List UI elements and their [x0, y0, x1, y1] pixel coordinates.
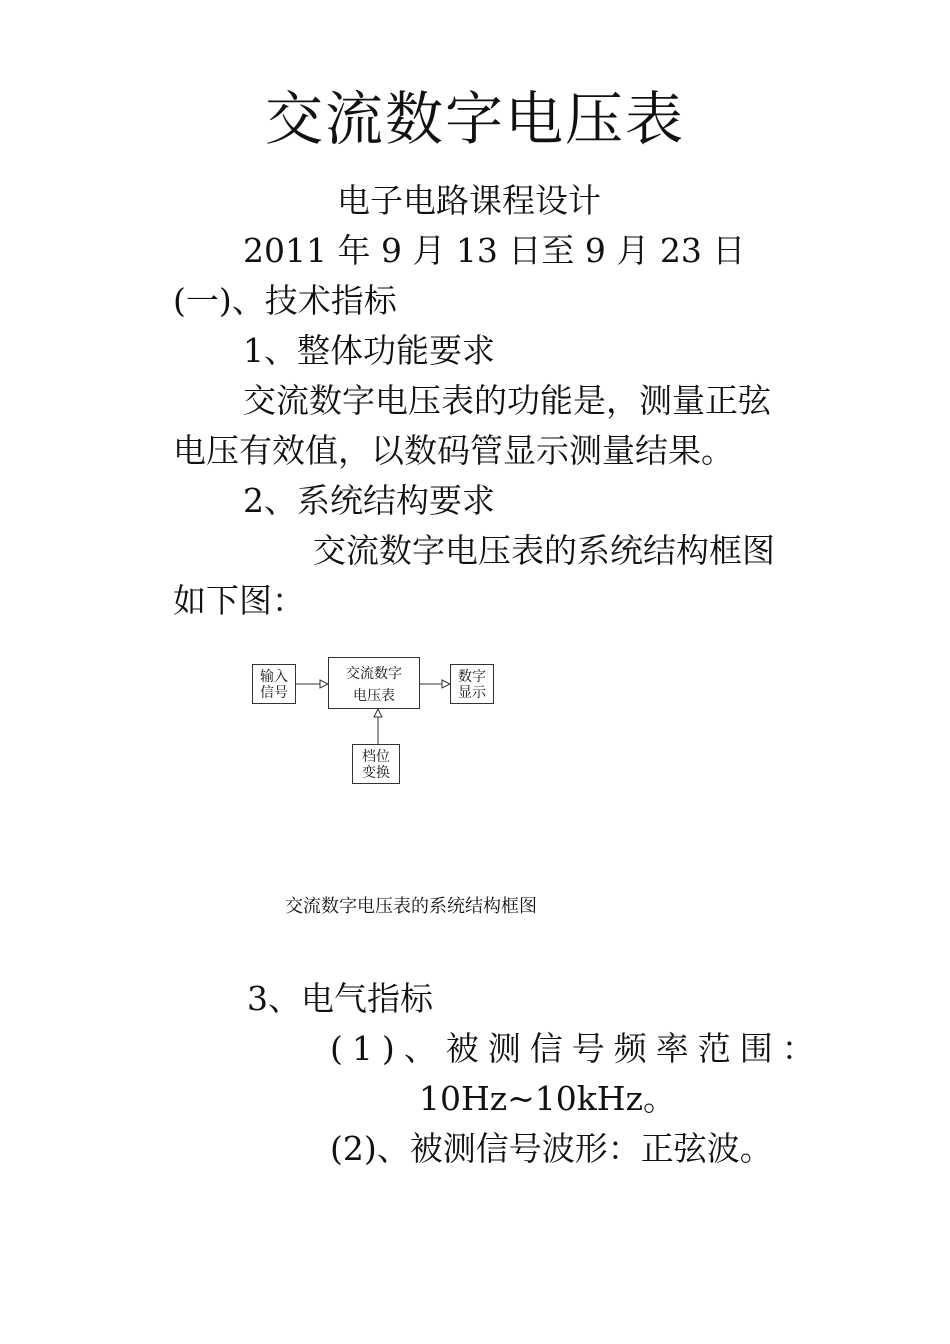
- spec-signal-waveform: (2)、被测信号波形：正弦波。: [330, 1129, 773, 1168]
- item-heading-overall-function: 1、整体功能要求: [243, 331, 495, 370]
- item-heading-system-structure: 2、系统结构要求: [243, 481, 495, 520]
- paragraph-structure-line1: 交流数字电压表的系统结构框图: [313, 531, 775, 570]
- block-digital-display: [450, 664, 494, 704]
- block-input-label-line1: 输入: [260, 669, 288, 685]
- spec-frequency-range-line2: 10Hz~10kHz。: [419, 1079, 676, 1118]
- paragraph-function-line1: 交流数字电压表的功能是，测量正弦: [243, 381, 771, 420]
- item-heading-electrical-specs: 3、电气指标: [247, 979, 433, 1018]
- paragraph-function-line2: 电压有效值，以数码管显示测量结果。: [173, 431, 734, 470]
- block-core-label-line2: 电压表: [353, 688, 395, 704]
- block-range-label-line2: 变换: [362, 765, 390, 781]
- block-input-signal: [252, 664, 296, 704]
- system-block-diagram: [250, 654, 500, 790]
- section-heading-tech-specs: (一)、技术指标: [173, 281, 397, 320]
- diagram-caption: 交流数字电压表的系统结构框图: [285, 896, 537, 917]
- course-subtitle: 电子电路课程设计: [337, 181, 601, 220]
- arrow-core-to-display-icon: [442, 680, 450, 688]
- block-display-label-line2: 显示: [458, 685, 486, 701]
- block-core-label-line1: 交流数字: [346, 666, 402, 682]
- arrow-range-to-core-icon: [374, 709, 382, 717]
- block-range-switch: [352, 744, 400, 784]
- paragraph-structure-line2: 如下图：: [173, 581, 305, 620]
- spec-frequency-range-line1: (1)、被测信号频率范围：: [330, 1029, 824, 1068]
- document-title: 交流数字电压表: [264, 85, 685, 153]
- arrow-input-to-core-icon: [320, 680, 328, 688]
- date-range: 2011 年 9 月 13 日至 9 月 23 日: [243, 231, 746, 270]
- block-display-label-line1: 数字: [458, 669, 486, 685]
- block-ac-digital-voltmeter: [328, 657, 420, 709]
- block-range-label-line1: 档位: [362, 749, 390, 765]
- block-input-label-line2: 信号: [260, 685, 288, 701]
